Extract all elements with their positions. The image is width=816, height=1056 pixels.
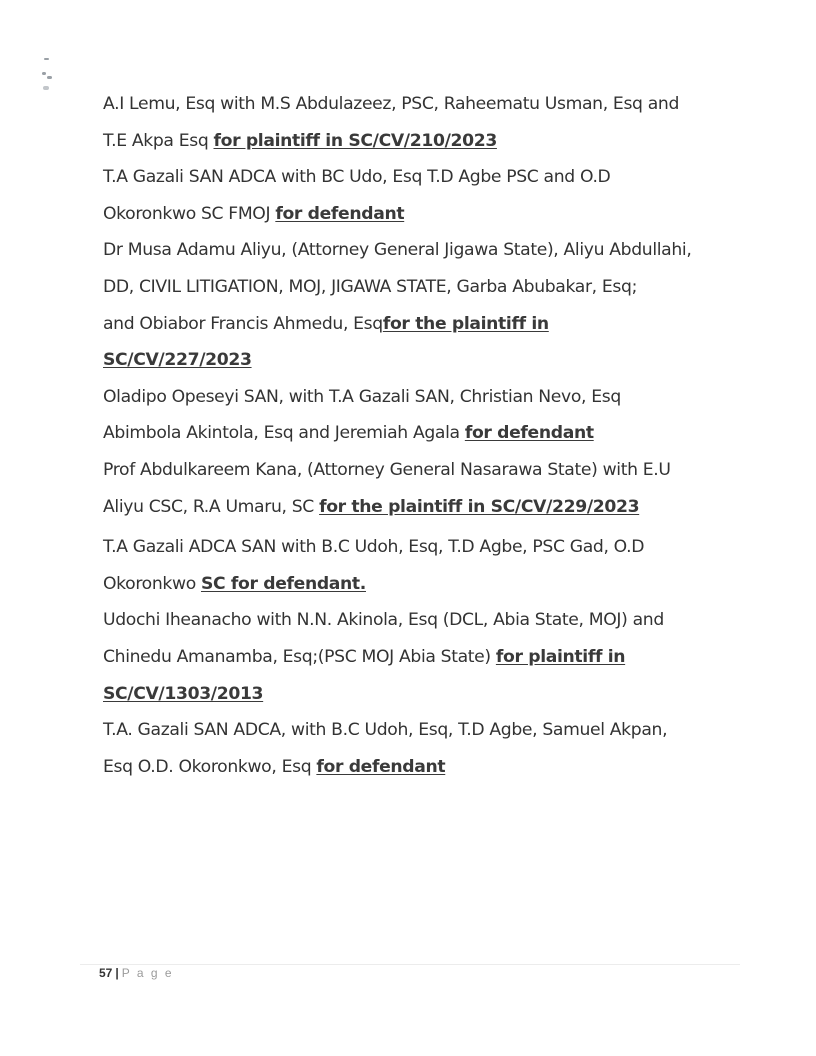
role-designation: SC/CV/1303/2013 <box>103 683 264 704</box>
counsel-names: Abimbola Akintola, Esq and Jeremiah Agala <box>103 423 465 444</box>
counsel-paragraph <box>103 232 743 378</box>
text-line <box>103 489 743 526</box>
page-number: 57 <box>99 966 113 980</box>
counsel-names: Okoronkwo <box>103 573 201 594</box>
role-designation: for the plaintiff in SC/CV/229/2023 <box>319 496 640 517</box>
text-line <box>103 379 743 416</box>
counsel-paragraph <box>103 86 743 159</box>
text-line <box>103 269 743 306</box>
counsel-names: Prof Abdulkareem Kana, (Attorney General Nasarawa State) with E.U <box>103 459 671 480</box>
text-line <box>103 342 743 379</box>
counsel-paragraph <box>103 529 743 602</box>
role-designation: for defendant <box>275 203 405 224</box>
footer-separator: | <box>115 966 119 980</box>
text-line <box>103 712 743 749</box>
role-designation: for plaintiff in SC/CV/210/2023 <box>213 130 497 151</box>
text-line <box>103 123 743 160</box>
text-line <box>103 676 743 713</box>
counsel-names: Aliyu CSC, R.A Umaru, SC <box>103 496 320 517</box>
counsel-paragraph <box>103 712 743 785</box>
page-footer <box>99 966 174 980</box>
text-line <box>103 306 743 343</box>
counsel-names: Udochi Iheanacho with N.N. Akinola, Esq (DCL, Abia State, MOJ) and <box>103 610 664 631</box>
counsel-paragraph <box>103 379 743 452</box>
role-designation: for the plaintiff in <box>382 313 549 334</box>
scan-margin-marks <box>40 58 60 108</box>
text-line <box>103 232 743 269</box>
counsel-names: T.E Akpa Esq <box>103 130 214 151</box>
text-line <box>103 602 743 639</box>
counsel-names: T.A. Gazali SAN ADCA, with B.C Udoh, Esq, T.D Agbe, Samuel Akpan, <box>103 720 668 741</box>
text-line <box>103 452 743 489</box>
counsel-names: T.A Gazali ADCA SAN with B.C Udoh, Esq, T.D Agbe, PSC Gad, O.D <box>103 537 645 558</box>
counsel-names: Esq O.D. Okoronkwo, Esq <box>103 756 317 777</box>
text-line <box>103 529 743 566</box>
counsel-names: Okoronkwo SC FMOJ <box>103 203 276 224</box>
text-line <box>103 86 743 123</box>
role-designation: for plaintiff in <box>495 646 626 667</box>
text-line <box>103 639 743 676</box>
text-line <box>103 749 743 786</box>
counsel-names: and Obiabor Francis Ahmedu, Esq <box>103 313 383 334</box>
counsel-names: Dr Musa Adamu Aliyu, (Attorney General Jigawa State), Aliyu Abdullahi, <box>103 240 692 261</box>
counsel-paragraph <box>103 159 743 232</box>
text-line <box>103 566 743 603</box>
counsel-paragraph <box>103 452 743 525</box>
text-line <box>103 159 743 196</box>
counsel-paragraph <box>103 602 743 712</box>
role-designation: SC for defendant. <box>200 573 366 594</box>
role-designation: SC/CV/227/2023 <box>103 350 252 371</box>
text-line <box>103 415 743 452</box>
role-designation: for defendant <box>464 423 594 444</box>
footer-divider <box>80 964 740 965</box>
counsel-names: Chinedu Amanamba, Esq;(PSC MOJ Abia State) <box>103 646 496 667</box>
counsel-names: Oladipo Opeseyi SAN, with T.A Gazali SAN, Christian Nevo, Esq <box>103 386 621 407</box>
page-label: P a g e <box>121 966 174 980</box>
role-designation: for defendant <box>316 756 446 777</box>
counsel-appearances <box>103 86 743 785</box>
counsel-names: A.I Lemu, Esq with M.S Abdulazeez, PSC, Raheematu Usman, Esq and <box>103 94 680 114</box>
text-line <box>103 196 743 233</box>
counsel-names: T.A Gazali SAN ADCA with BC Udo, Esq T.D Agbe PSC and O.D <box>103 167 611 188</box>
counsel-names: DD, CIVIL LITIGATION, MOJ, JIGAWA STATE, Garba Abubakar, Esq; <box>103 276 638 297</box>
